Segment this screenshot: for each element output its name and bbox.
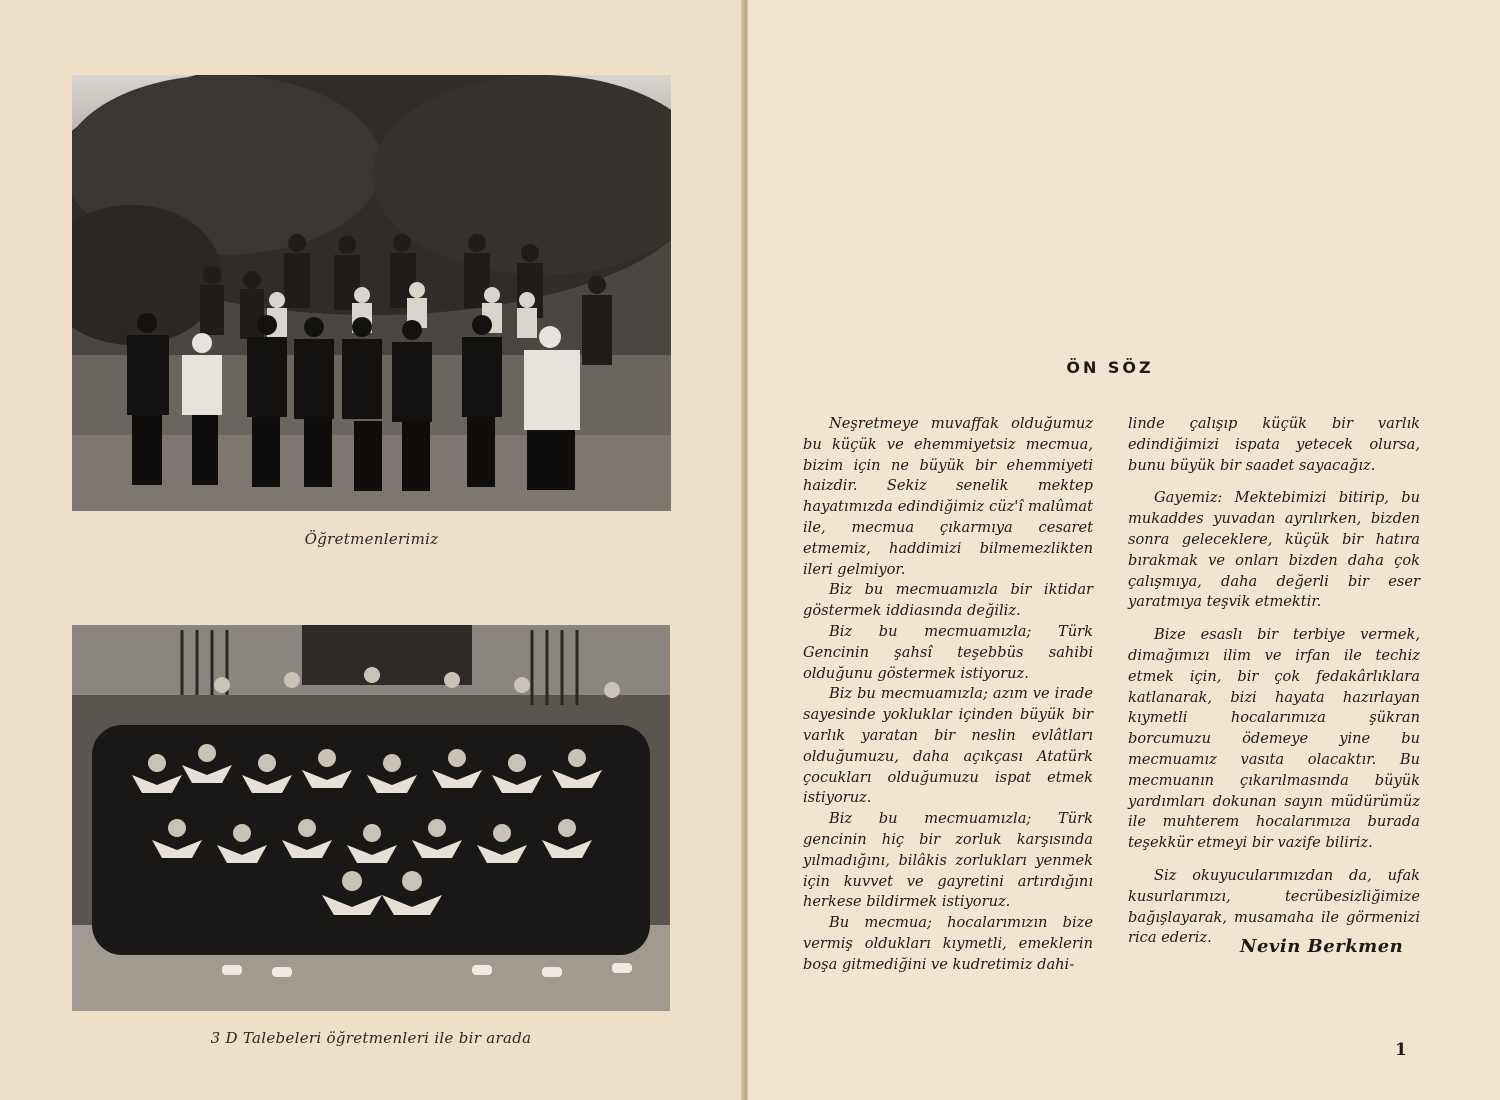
author-signature: Nevin Berkmen — [1240, 936, 1404, 957]
paragraph: Gayemiz: Mektebimizi bitirip, bu mukaddes yuvadan ayrılırken, bizden sonra geleceklere, küçük bir hatıra bırakmak ve onları bizden daha çok çalışmıya, daha değerli bir eser yaratmıya teşvik etmektir. — [1128, 489, 1420, 611]
page-title: ÖN SÖZ — [1066, 358, 1154, 377]
paragraph: Bize esaslı bir terbiye vermek, dimağımızı ilim ve irfan ile techiz etmek için, bir çok fedakârlıklara katlanarak, bizi hayata hazırlayan kıymetli hocalarımıza şükran borcumuzu ödemeye yine bu mecmuamız vasıta olacaktır. Bu mecmuanın çıkarılmasında büyük yardımları dokunan sayın müdürümüz ile muhterem hocalarımıza burada teşekkür etmeyi bir vazife biliriz. — [1128, 626, 1420, 852]
teachers-photo-caption: Öğretmenlerimiz — [304, 530, 439, 548]
paragraph: Biz bu mecmuamızla; azım ve irade sayesinde yokluklar içinden büyük bir varlık yaratan bir neslin evlâtları olduğumuzu, daha açıkçası Atatürk çocukları olduğumuzu ispat etmek istiyoruz. — [803, 685, 1093, 807]
left-page — [0, 0, 745, 1100]
paragraph: Biz bu mecmuamızla bir iktidar göstermek iddiasında değiliz. — [803, 581, 1093, 620]
text-column-1 — [803, 414, 1093, 976]
paragraph: Bu mecmua; hocalarımızın bize vermiş oldukları kıymetli, emeklerin boşa gitmediğini ve kudretimiz dahi- — [803, 914, 1093, 973]
teachers-photo-illustration — [72, 75, 671, 511]
paragraph: Biz bu mecmuamızla; Türk gencinin hiç bir zorluk karşısında yılmadığını, bilâkis zorlukları yenmek için kuvvet ve gayretini artırdığını herkese bildirmek istiyoruz. — [803, 810, 1093, 911]
class-photo-caption: 3 D Talebeleri öğretmenleri ile bir arada — [210, 1029, 532, 1047]
page-number: 1 — [1395, 1040, 1407, 1060]
paragraph: Siz okuyucularımızdan da, ufak kusurlarımızı, tecrübesizliğimize bağışlayarak, musamaha ile görmenizi rica ederiz. — [1128, 866, 1420, 947]
text-column-2 — [1128, 414, 1420, 949]
class-photo-illustration — [72, 625, 670, 1011]
paragraph: Neşretmeye muvaffak olduğumuz bu küçük ve ehemmiyetsiz mecmua, bizim için ne büyük bir ehemmiyeti haizdir. Sekiz senelik mektep hayatımızda edindiğimiz cüz'î malûmat ile, mecmua çıkarmıya cesaret etmemiz, haddimizi bilmemezlikten ileri gelmiyor. — [803, 415, 1093, 578]
teachers-group-photo — [72, 75, 671, 511]
paragraph-continuation: linde çalışıp küçük bir varlık edindiğimizi ispata yetecek olursa, bunu büyük bir saadet sayacağız. — [1128, 415, 1420, 474]
class-group-photo — [72, 625, 670, 1011]
paragraph: Biz bu mecmuamızla; Türk Gencinin şahsî teşebbüs sahibi olduğunu göstermek istiyoruz. — [803, 622, 1093, 682]
